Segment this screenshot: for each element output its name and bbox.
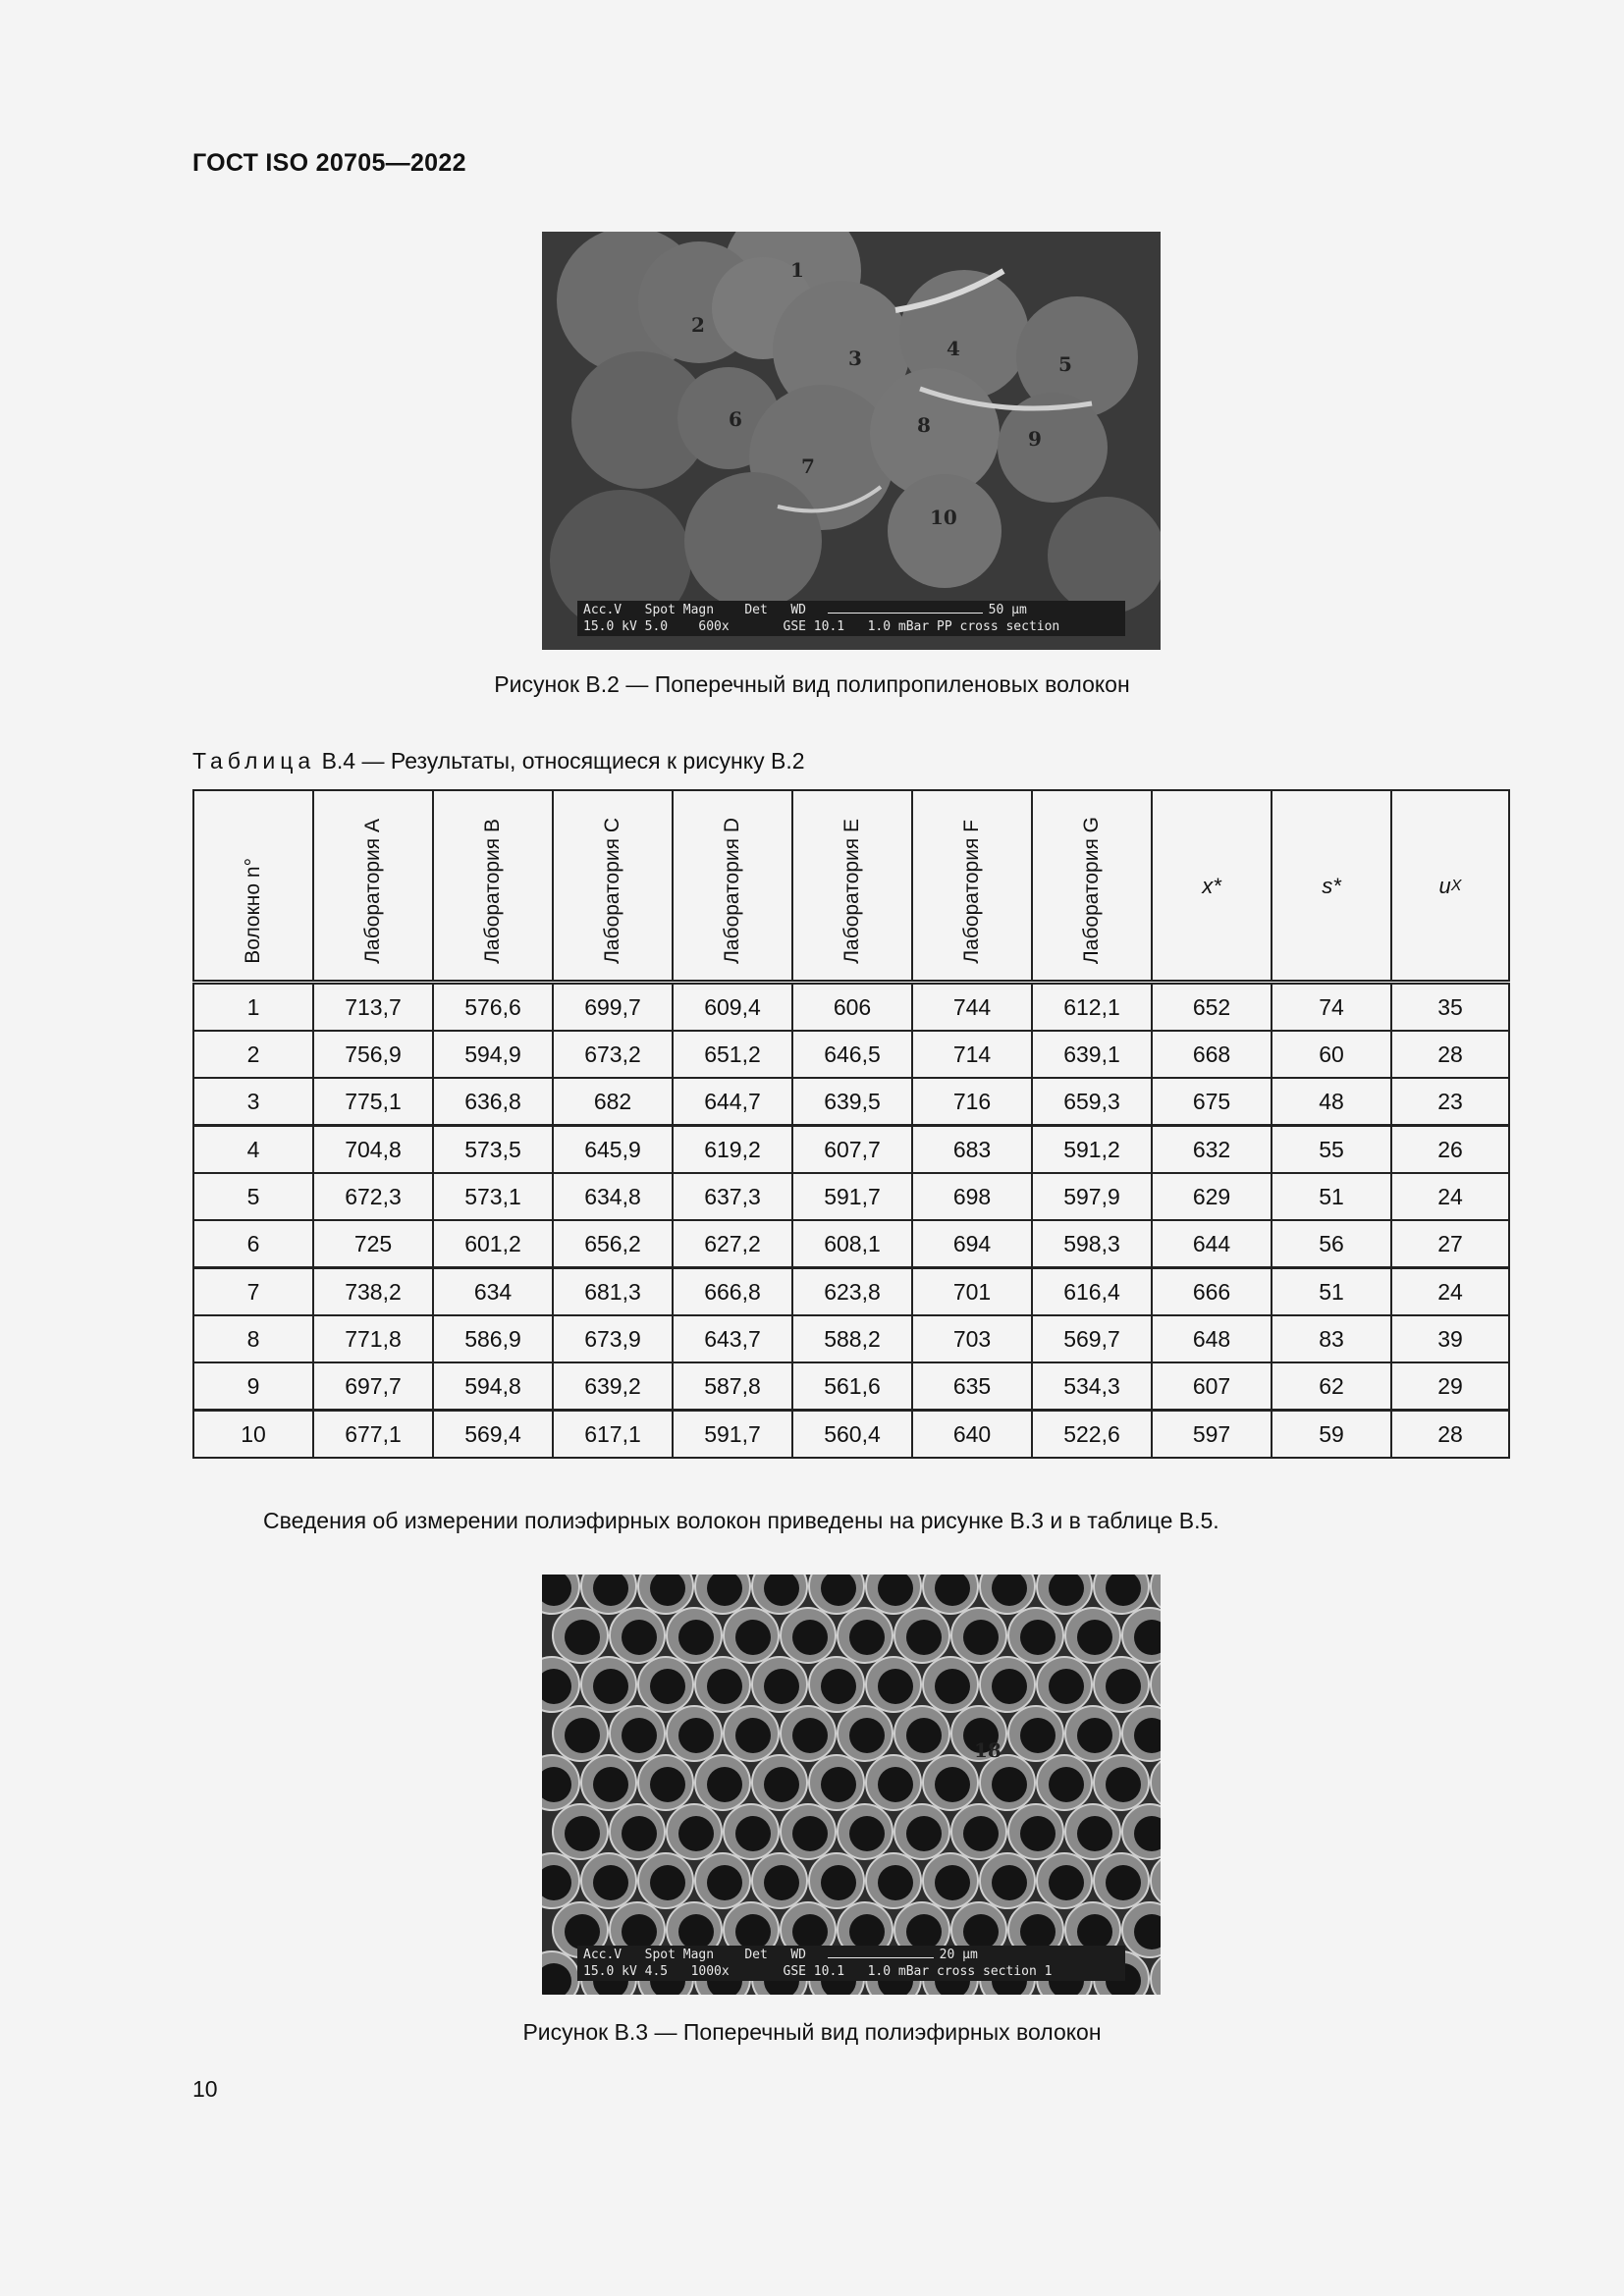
table-cell: 612,1 — [1032, 983, 1152, 1032]
fiber-core-shape — [878, 1767, 913, 1802]
fiber-core-shape — [764, 1669, 799, 1704]
table-cell: 4 — [193, 1126, 313, 1174]
table-row — [193, 1173, 1509, 1220]
table-cell: 636,8 — [433, 1078, 553, 1126]
table-cell: 673,9 — [553, 1315, 673, 1362]
table-cell: 681,3 — [553, 1268, 673, 1316]
scale-label-2: 20 µm — [939, 1948, 978, 1962]
table-cell: 683 — [912, 1126, 1032, 1174]
figure-b3-sem-image — [542, 1575, 1161, 1995]
table-cell: 608,1 — [792, 1220, 912, 1268]
table-cell: 623,8 — [792, 1268, 912, 1316]
fiber-core-shape — [735, 1914, 771, 1949]
table-row — [193, 983, 1509, 1032]
table-cell: 716 — [912, 1078, 1032, 1126]
table-row — [193, 1126, 1509, 1174]
table-cell: 694 — [912, 1220, 1032, 1268]
fiber-label-6: 6 — [729, 407, 742, 431]
table-cell: 675 — [1152, 1078, 1272, 1126]
table-cell: 8 — [193, 1315, 313, 1362]
table-cell: 24 — [1391, 1173, 1509, 1220]
fiber-core-shape — [735, 1718, 771, 1753]
fiber-core-shape — [735, 1816, 771, 1851]
fiber-core-shape — [849, 1718, 885, 1753]
results-table — [192, 789, 1510, 1459]
fiber-core-shape — [565, 1620, 600, 1655]
table-caption — [192, 748, 805, 774]
table-cell: 635 — [912, 1362, 1032, 1411]
fiber-core-shape — [1020, 1816, 1056, 1851]
fiber-core-shape — [992, 1669, 1027, 1704]
table-cell: 646,5 — [792, 1031, 912, 1078]
table-cell: 588,2 — [792, 1315, 912, 1362]
header-lab-e: Лаборатория E — [792, 790, 912, 983]
table-cell: 673,2 — [553, 1031, 673, 1078]
sem-info-line1-2: Acc.V Spot Magn Det WD — [583, 1948, 822, 1962]
sem-info-line1: Acc.V Spot Magn Det WD — [583, 603, 822, 617]
table-cell: 648 — [1152, 1315, 1272, 1362]
sem-info-bar-2 — [577, 1946, 1125, 1981]
table-cell: 60 — [1272, 1031, 1391, 1078]
table-cell: 7 — [193, 1268, 313, 1316]
fiber-core-shape — [565, 1718, 600, 1753]
fiber-label-10: 10 — [930, 506, 957, 529]
table-cell: 39 — [1391, 1315, 1509, 1362]
fiber-label-5: 5 — [1058, 352, 1072, 376]
header-lab-b: Лаборатория B — [433, 790, 553, 983]
table-cell: 23 — [1391, 1078, 1509, 1126]
fiber-core-shape — [707, 1669, 742, 1704]
table-cell: 713,7 — [313, 983, 433, 1032]
table-cell: 27 — [1391, 1220, 1509, 1268]
table-cell: 534,3 — [1032, 1362, 1152, 1411]
table-cell: 35 — [1391, 983, 1509, 1032]
fiber-core-shape — [565, 1816, 600, 1851]
table-cell: 5 — [193, 1173, 313, 1220]
fiber-core-shape — [1049, 1669, 1084, 1704]
table-cell: 28 — [1391, 1031, 1509, 1078]
fiber-label-3: 3 — [848, 347, 862, 370]
fiber-core-shape — [906, 1816, 942, 1851]
figure-b3-caption: Рисунок В.3 — Поперечный вид полиэфирных волокон — [522, 2019, 1102, 2045]
table-cell: 74 — [1272, 983, 1391, 1032]
header-lab-a: Лаборатория A — [313, 790, 433, 983]
table-cell: 632 — [1152, 1126, 1272, 1174]
table-cell: 666,8 — [673, 1268, 792, 1316]
fiber-core-shape — [678, 1816, 714, 1851]
table-cell: 607,7 — [792, 1126, 912, 1174]
table-cell: 573,1 — [433, 1173, 553, 1220]
table-cell: 652 — [1152, 983, 1272, 1032]
table-cell: 619,2 — [673, 1126, 792, 1174]
fiber-core-shape — [593, 1767, 628, 1802]
fiber-core-shape — [650, 1865, 685, 1900]
fiber-core-shape — [622, 1816, 657, 1851]
fiber-core-shape — [1106, 1767, 1141, 1802]
table-cell: 59 — [1272, 1411, 1391, 1459]
fiber-core-shape — [878, 1669, 913, 1704]
sem-info-bar — [577, 601, 1125, 636]
document-header: ГОСТ ISO 20705—2022 — [192, 149, 466, 177]
table-cell: 601,2 — [433, 1220, 553, 1268]
header-lab-d: Лаборатория D — [673, 790, 792, 983]
fiber-core-shape — [593, 1865, 628, 1900]
table-caption-label: Таблица — [192, 748, 316, 774]
table-cell: 639,2 — [553, 1362, 673, 1411]
fiber-core-shape — [650, 1669, 685, 1704]
table-cell: 668 — [1152, 1031, 1272, 1078]
table-cell: 629 — [1152, 1173, 1272, 1220]
table-cell: 51 — [1272, 1173, 1391, 1220]
fiber-core-shape — [764, 1865, 799, 1900]
table-cell: 3 — [193, 1078, 313, 1126]
table-cell: 644 — [1152, 1220, 1272, 1268]
table-cell: 738,2 — [313, 1268, 433, 1316]
fiber-core-shape — [792, 1620, 828, 1655]
table-cell: 2 — [193, 1031, 313, 1078]
fiber-core-shape — [735, 1620, 771, 1655]
table-cell: 591,7 — [792, 1173, 912, 1220]
fiber-core-shape — [565, 1914, 600, 1949]
fiber-core-shape — [707, 1865, 742, 1900]
table-cell: 756,9 — [313, 1031, 433, 1078]
fiber-label-2: 2 — [691, 313, 705, 337]
fiber-label-7: 7 — [801, 454, 815, 478]
fiber-core-shape — [992, 1767, 1027, 1802]
fiber-core-shape — [1106, 1669, 1141, 1704]
fiber-core-shape — [792, 1914, 828, 1949]
table-cell: 55 — [1272, 1126, 1391, 1174]
fiber-label-8: 8 — [917, 413, 931, 437]
table-cell: 643,7 — [673, 1315, 792, 1362]
fiber-core-shape — [622, 1718, 657, 1753]
fiber-core-shape — [849, 1816, 885, 1851]
table-cell: 699,7 — [553, 983, 673, 1032]
table-row — [193, 1078, 1509, 1126]
table-caption-text: В.4 — Результаты, относящиеся к рисунку В.2 — [315, 748, 805, 774]
table-cell: 561,6 — [792, 1362, 912, 1411]
scale-bar — [828, 607, 983, 614]
table-cell: 597 — [1152, 1411, 1272, 1459]
table-cell: 598,3 — [1032, 1220, 1152, 1268]
table-cell: 651,2 — [673, 1031, 792, 1078]
fiber-core-shape — [935, 1767, 970, 1802]
table-cell: 594,9 — [433, 1031, 553, 1078]
table-cell: 591,7 — [673, 1411, 792, 1459]
table-cell: 587,8 — [673, 1362, 792, 1411]
figure-b2-sem-image — [542, 232, 1161, 650]
table-cell: 666 — [1152, 1268, 1272, 1316]
table-cell: 627,2 — [673, 1220, 792, 1268]
table-cell: 634,8 — [553, 1173, 673, 1220]
table-cell: 607 — [1152, 1362, 1272, 1411]
table-cell: 569,4 — [433, 1411, 553, 1459]
header-lab-c: Лаборатория C — [553, 790, 673, 983]
table-cell: 29 — [1391, 1362, 1509, 1411]
table-cell: 704,8 — [313, 1126, 433, 1174]
fiber-core-shape — [593, 1669, 628, 1704]
table-cell: 640 — [912, 1411, 1032, 1459]
fiber-core-shape — [963, 1620, 999, 1655]
table-cell: 594,8 — [433, 1362, 553, 1411]
table-cell: 62 — [1272, 1362, 1391, 1411]
body-paragraph: Сведения об измерении полиэфирных волокон приведены на рисунке В.3 и в таблице В.5. — [263, 1508, 1219, 1533]
sem-info-line2: 15.0 kV 5.0 600x GSE 10.1 1.0 mBar PP cross section — [583, 619, 1060, 634]
table-cell: 6 — [193, 1220, 313, 1268]
fiber-core-shape — [1020, 1718, 1056, 1753]
fiber-core-shape — [849, 1914, 885, 1949]
fiber-core-shape — [963, 1914, 999, 1949]
table-cell: 775,1 — [313, 1078, 433, 1126]
fiber-label-4: 4 — [947, 337, 960, 360]
table-cell: 634 — [433, 1268, 553, 1316]
table-header-row — [193, 790, 1509, 983]
table-cell: 591,2 — [1032, 1126, 1152, 1174]
fiber-core-shape — [792, 1718, 828, 1753]
fiber-label-18: 18 — [974, 1738, 1001, 1762]
table-cell: 645,9 — [553, 1126, 673, 1174]
table-cell: 48 — [1272, 1078, 1391, 1126]
fiber-core-shape — [821, 1767, 856, 1802]
figure-b2-caption: Рисунок В.2 — Поперечный вид полипропиленовых волокон — [494, 671, 1130, 697]
header-lab-f: Лаборатория F — [912, 790, 1032, 983]
page-number: 10 — [192, 2076, 218, 2102]
table-cell: 682 — [553, 1078, 673, 1126]
table-cell: 569,7 — [1032, 1315, 1152, 1362]
fiber-core-shape — [622, 1914, 657, 1949]
table-cell: 639,1 — [1032, 1031, 1152, 1078]
fiber-core-shape — [1106, 1865, 1141, 1900]
fiber-core-shape — [935, 1865, 970, 1900]
table-cell: 609,4 — [673, 983, 792, 1032]
table-cell: 83 — [1272, 1315, 1391, 1362]
table-cell: 10 — [193, 1411, 313, 1459]
table-row — [193, 1362, 1509, 1411]
table-cell: 597,9 — [1032, 1173, 1152, 1220]
fiber-core-shape — [906, 1718, 942, 1753]
table-cell: 606 — [792, 983, 912, 1032]
table-cell: 659,3 — [1032, 1078, 1152, 1126]
fiber-label-1: 1 — [790, 258, 804, 282]
fiber-core-shape — [849, 1620, 885, 1655]
fiber-core-shape — [821, 1865, 856, 1900]
table-cell: 576,6 — [433, 983, 553, 1032]
table-cell: 28 — [1391, 1411, 1509, 1459]
fiber-core-shape — [1077, 1620, 1112, 1655]
fiber-core-shape — [906, 1620, 942, 1655]
table-cell: 656,2 — [553, 1220, 673, 1268]
fiber-core-shape — [622, 1620, 657, 1655]
table-cell: 573,5 — [433, 1126, 553, 1174]
header-s-star: s* — [1272, 790, 1391, 983]
fiber-core-shape — [1049, 1767, 1084, 1802]
table-cell: 644,7 — [673, 1078, 792, 1126]
fiber-core-shape — [1077, 1816, 1112, 1851]
fiber-core-shape — [906, 1914, 942, 1949]
fiber-core-shape — [1077, 1914, 1112, 1949]
scale-label: 50 µm — [988, 603, 1027, 617]
header-u-x: uX — [1391, 790, 1509, 983]
fiber-core-shape — [1049, 1865, 1084, 1900]
table-cell: 1 — [193, 983, 313, 1032]
table-cell: 714 — [912, 1031, 1032, 1078]
table-cell: 701 — [912, 1268, 1032, 1316]
fiber-core-shape — [878, 1865, 913, 1900]
table-cell: 744 — [912, 983, 1032, 1032]
fiber-core-shape — [707, 1767, 742, 1802]
table-cell: 586,9 — [433, 1315, 553, 1362]
fiber-label-9: 9 — [1028, 427, 1042, 451]
fiber-core-shape — [678, 1718, 714, 1753]
table-row — [193, 1315, 1509, 1362]
header-x-star: x* — [1152, 790, 1272, 983]
table-cell: 616,4 — [1032, 1268, 1152, 1316]
table-cell: 698 — [912, 1173, 1032, 1220]
table-cell: 697,7 — [313, 1362, 433, 1411]
table-cell: 51 — [1272, 1268, 1391, 1316]
table-cell: 637,3 — [673, 1173, 792, 1220]
table-cell: 725 — [313, 1220, 433, 1268]
table-cell: 26 — [1391, 1126, 1509, 1174]
table-row — [193, 1411, 1509, 1459]
fiber-core-shape — [992, 1865, 1027, 1900]
sem-info-line2-2: 15.0 kV 4.5 1000x GSE 10.1 1.0 mBar cross section 1 — [583, 1964, 1053, 1979]
fiber-core-shape — [764, 1767, 799, 1802]
table-cell: 522,6 — [1032, 1411, 1152, 1459]
table-row — [193, 1220, 1509, 1268]
fiber-core-shape — [963, 1816, 999, 1851]
table-cell: 672,3 — [313, 1173, 433, 1220]
table-row — [193, 1268, 1509, 1316]
table-cell: 703 — [912, 1315, 1032, 1362]
table-cell: 9 — [193, 1362, 313, 1411]
fiber-core-shape — [650, 1767, 685, 1802]
table-row — [193, 1031, 1509, 1078]
fiber-core-shape — [1077, 1718, 1112, 1753]
table-cell: 56 — [1272, 1220, 1391, 1268]
table-cell: 639,5 — [792, 1078, 912, 1126]
table-cell: 24 — [1391, 1268, 1509, 1316]
table-cell: 617,1 — [553, 1411, 673, 1459]
fiber-core-shape — [792, 1816, 828, 1851]
scale-bar-2 — [828, 1951, 934, 1958]
table-cell: 771,8 — [313, 1315, 433, 1362]
fiber-core-shape — [1020, 1620, 1056, 1655]
fiber-core-shape — [821, 1669, 856, 1704]
header-fiber: Волокно n° — [193, 790, 313, 983]
fiber-core-shape — [678, 1620, 714, 1655]
table-cell: 560,4 — [792, 1411, 912, 1459]
fiber-core-shape — [1020, 1914, 1056, 1949]
table-cell: 677,1 — [313, 1411, 433, 1459]
header-lab-g: Лаборатория G — [1032, 790, 1152, 983]
fiber-core-shape — [678, 1914, 714, 1949]
fiber-core-shape — [935, 1669, 970, 1704]
